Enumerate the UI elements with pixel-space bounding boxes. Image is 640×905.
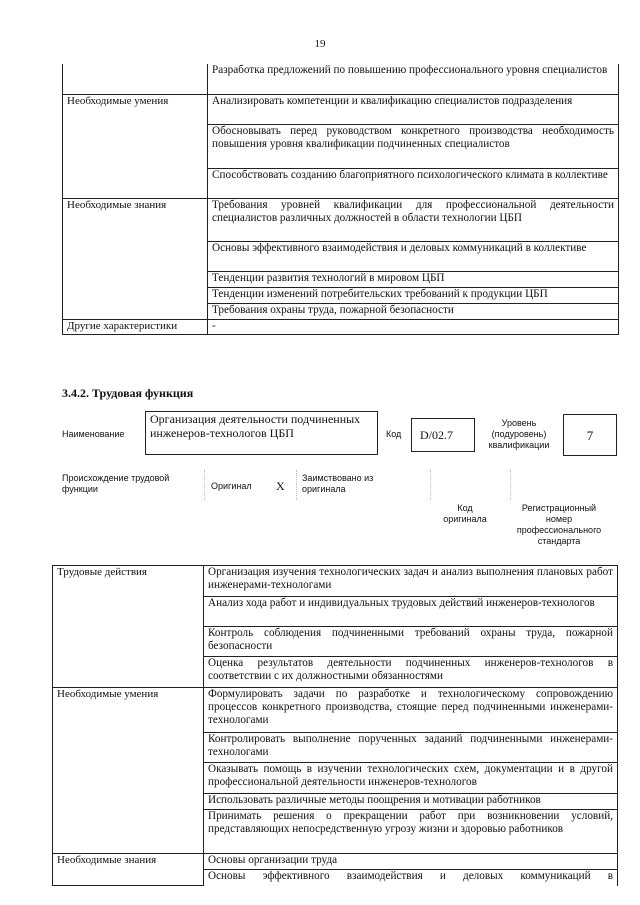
table-row [63,319,619,334]
row-label: Необходимые знания [63,198,208,319]
name-box [145,411,378,455]
table-row [63,198,619,241]
row-text: Использовать различные методы поощрения и мотивации работников [204,794,618,810]
row-text: Способствовать созданию благоприятного психологического климата в коллективе [208,168,619,198]
row-text: - [208,319,619,334]
row-text: Тенденции изменений потребительских требований к продукции ЦБП [208,287,619,303]
origin-divider [510,470,512,500]
name-label: Наименование [62,429,125,439]
row-label: Необходимые умения [63,94,208,198]
page-number: 19 [314,38,326,50]
table-row [53,688,618,733]
level-label: Уровень (подуровень) квалификации [488,418,550,450]
row-text: Оценка результатов деятельности подчиненных инженеров-технологов в соответствии с их должностными обязанностями [204,657,618,688]
origin-divider [430,470,432,500]
level-value: 7 [586,428,594,443]
row-text: Обосновывать перед руководством конкретного производства необходимость повышения уровня квалификации подчиненных специалистов [208,124,619,168]
table-row [53,566,618,597]
row-text: Контроль соблюдения подчиненными требований охраны труда, пожарной безопасности [204,627,618,657]
row-text: Требования уровней квалификации для профессиональной деятельности специалистов различных должностей в области технологии ЦБП [208,198,619,241]
row-text: Требования охраны труда, пожарной безопасности [208,303,619,319]
original-label: Оригинал [211,481,252,491]
name-value: Организация деятельности подчиненных инженеров-технологов ЦБП [150,412,361,440]
code-label: Код [386,429,402,439]
row-text: Основы организации труда [204,854,618,870]
section-heading: 3.4.2. Трудовая функция [62,386,194,400]
row-label: Трудовые действия [53,566,204,688]
table-row [63,64,619,94]
row-text: Тенденции развития технологий в мировом ЦБП [208,271,619,287]
row-label: Необходимые умения [53,688,204,854]
row-text: Оказывать помощь в изучении технологических схем, документации и в другой профессиональной деятельности инженеров-технологов [204,763,618,794]
row-text: Организация изучения технологических задач и анализ выполнения плановых работ инженерами-технологами [204,566,618,597]
table-row [63,94,619,124]
competency-table-2 [52,565,618,886]
row-text: Контролировать выполнение порученных заданий подчиненными инженерами-технологами [204,733,618,763]
row-text: Основы эффективного взаимодействия и деловых коммуникаций в коллективе [208,241,619,271]
table-row [53,854,618,870]
origin-divider [204,470,206,500]
origin-divider [296,470,298,500]
reg-number-label: Регистрационный номер профессионального стандарта [516,503,602,546]
code-value: D/02.7 [420,428,453,442]
row-label [63,64,208,94]
code-original-label: Код оригинала [443,503,487,524]
original-mark: X [276,479,285,493]
row-text: Анализ хода работ и индивидуальных трудовых действий инженеров-технологов [204,597,618,627]
row-text: Разработка предложений по повышению профессионального уровня специалистов [208,64,619,94]
row-text: Анализировать компетенции и квалификацию специалистов подразделения [208,94,619,124]
borrowed-label: Заимствовано из оригинала [302,473,374,494]
code-box [411,418,475,452]
row-text: Формулировать задачи по разработке и технологическому сопровождению процессов конкретного производства, стоящие перед подчиненными инженерами-технологами [204,688,618,733]
level-box [563,414,617,456]
row-text: Основы эффективного взаимодействия и деловых коммуникаций в [204,870,618,886]
origin-label: Происхождение трудовой функции [62,473,170,494]
row-label: Необходимые знания [53,854,204,886]
row-text: Принимать решения о прекращении работ при возникновении условий, представляющих непосредственную угрозу жизни и здоровью работников [204,810,618,854]
row-label: Другие характеристики [63,319,208,334]
competency-table-1 [62,64,619,335]
